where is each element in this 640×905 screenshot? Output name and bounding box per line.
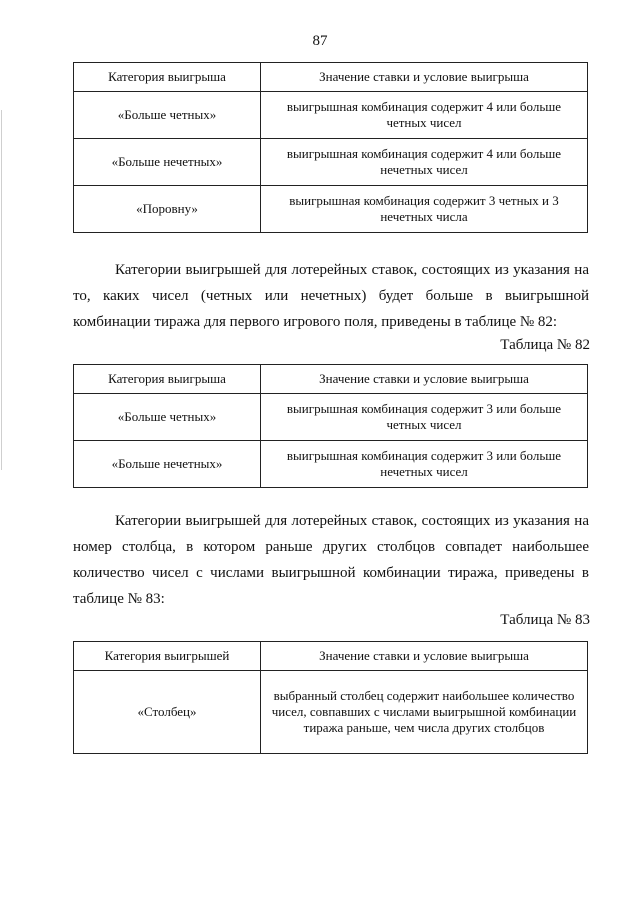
paragraph-2: [73, 508, 589, 612]
header-category: Категория выигрыша: [74, 63, 261, 92]
cell-condition: выигрышная комбинация содержит 4 или больше четных чисел: [261, 92, 588, 139]
cell-category: «Столбец»: [74, 671, 261, 754]
table-row: [74, 394, 588, 441]
cell-category: «Больше нечетных»: [74, 441, 261, 488]
table-83: [73, 641, 588, 754]
cell-condition: выигрышная комбинация содержит 4 или больше нечетных чисел: [261, 139, 588, 186]
table-row: [74, 441, 588, 488]
table-82: [73, 364, 588, 488]
table-82-caption: Таблица № 82: [500, 337, 590, 353]
header-condition: Значение ставки и условие выигрыша: [261, 365, 588, 394]
table-row: [74, 139, 588, 186]
cell-condition: выигрышная комбинация содержит 3 четных и 3 нечетных числа: [261, 186, 588, 233]
table-row: [74, 92, 588, 139]
page-number: 87: [312, 33, 328, 49]
cell-condition: выигрышная комбинация содержит 3 или больше нечетных чисел: [261, 441, 588, 488]
cell-condition: выигрышная комбинация содержит 3 или больше четных чисел: [261, 394, 588, 441]
paragraph-1-text: Категории выигрышей для лотерейных ставок, состоящих из указания на то, каких чисел (четных или нечетных) будет больше в выигрышной комбинации тиража для первого игрового поля, приведены в таблице № 82:: [73, 262, 589, 330]
cell-category: «Больше четных»: [74, 394, 261, 441]
table-header-row: [74, 365, 588, 394]
table-header-row: [74, 642, 588, 671]
cell-category: «Поровну»: [74, 186, 261, 233]
paragraph-1: [73, 257, 589, 335]
header-category: Категория выигрышей: [74, 642, 261, 671]
cell-category: «Больше нечетных»: [74, 139, 261, 186]
header-condition: Значение ставки и условие выигрыша: [261, 63, 588, 92]
table-row: [74, 186, 588, 233]
cell-condition: выбранный столбец содержит наибольшее количество чисел, совпавших с числами выигрышной комбинации тиража раньше, чем числа других столбцов: [261, 671, 588, 754]
table-row: [74, 671, 588, 754]
header-condition: Значение ставки и условие выигрыша: [261, 642, 588, 671]
table-win-categories-1: [73, 62, 588, 233]
scan-edge-line: [1, 110, 2, 470]
table-header-row: [74, 63, 588, 92]
header-category: Категория выигрыша: [74, 365, 261, 394]
table-83-caption: Таблица № 83: [500, 612, 590, 628]
cell-category: «Больше четных»: [74, 92, 261, 139]
paragraph-2-text: Категории выигрышей для лотерейных ставок, состоящих из указания на номер столбца, в котором раньше других столбцов совпадет наибольшее количество чисел с числами выигрышной комбинации тиража, приведены в таблице № 83:: [73, 513, 589, 607]
